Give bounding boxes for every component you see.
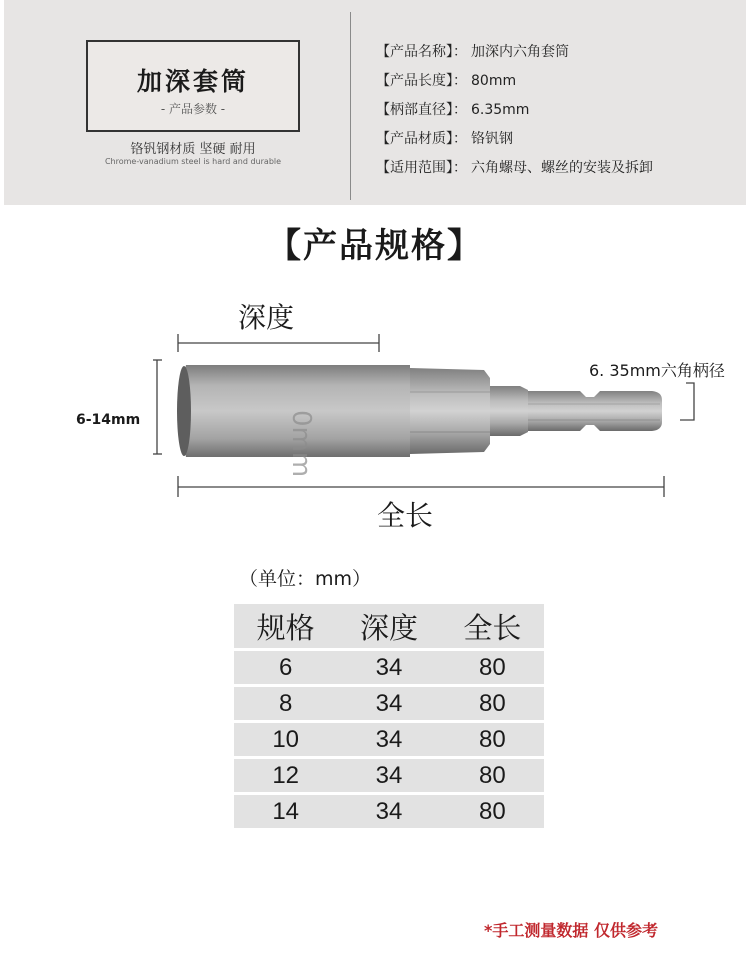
- table-cell: 14: [234, 795, 337, 828]
- table-row: [234, 795, 544, 828]
- table-cell: 80: [441, 759, 544, 792]
- shank-dimension: [680, 383, 694, 420]
- table-cell: 80: [441, 723, 544, 756]
- table-cell: 34: [337, 651, 440, 684]
- table-row: [234, 759, 544, 792]
- spec-row-shank: [376, 96, 653, 125]
- spec-list: [376, 38, 653, 183]
- spec-value: 80mm: [471, 73, 517, 89]
- table-row: [234, 651, 544, 684]
- table-cell: 10: [234, 723, 337, 756]
- shank-label: 6. 35mm六角柄径: [589, 361, 725, 380]
- table-cell: 6: [234, 651, 337, 684]
- diameter-label: 6-14mm: [76, 412, 141, 428]
- table-cell: 12: [234, 759, 337, 792]
- banner-divider: [350, 12, 351, 200]
- spec-row-material: [376, 125, 653, 154]
- spec-row-length: [376, 67, 653, 96]
- socket-diagram: [0, 290, 750, 510]
- socket-bit-image: [177, 365, 662, 477]
- table-cell: 34: [337, 687, 440, 720]
- column-header: 深度: [337, 604, 440, 648]
- spec-value: 6.35mm: [471, 102, 530, 118]
- section-title: 【产品规格】: [267, 226, 483, 266]
- spec-value: 六角螺母、螺丝的安装及拆卸: [471, 160, 653, 176]
- table-row: [234, 723, 544, 756]
- spec-label: 【柄部直径】：: [376, 102, 467, 118]
- table-cell: 80: [441, 795, 544, 828]
- unit-label: （单位：mm）: [239, 568, 372, 590]
- depth-dimension: [178, 334, 379, 352]
- table-cell: 8: [234, 687, 337, 720]
- spec-value: 加深内六角套筒: [471, 44, 569, 60]
- spec-row-usage: [376, 154, 653, 183]
- table-cell: 34: [337, 759, 440, 792]
- banner-title: 加深套筒: [136, 67, 249, 96]
- column-header: 全长: [441, 604, 544, 648]
- table-row: [234, 687, 544, 720]
- banner-subtitle: - 产品参数 -: [160, 102, 226, 116]
- banner-tagline-en: Chrome-vanadium steel is hard and durable: [104, 157, 282, 166]
- table-cell: 80: [441, 651, 544, 684]
- spec-table: [234, 601, 544, 831]
- length-label: 全长: [377, 499, 434, 532]
- spec-label: 【产品长度】：: [376, 73, 467, 89]
- spec-label: 【产品材质】：: [376, 131, 467, 147]
- table-cell: 80: [441, 687, 544, 720]
- svg-text:0mm: 0mm: [286, 410, 316, 478]
- table-cell: 34: [337, 723, 440, 756]
- table-header-row: [234, 604, 544, 648]
- diameter-dimension: [153, 360, 162, 454]
- depth-label: 深度: [238, 301, 295, 334]
- banner-tagline: 铬钒钢材质 坚硬 耐用: [130, 142, 256, 157]
- spec-label: 【适用范围】：: [376, 160, 467, 176]
- column-header: 规格: [234, 604, 337, 648]
- spec-row-name: [376, 38, 653, 67]
- footnote: *手工测量数据 仅供参考: [484, 921, 658, 940]
- spec-value: 铬钒钢: [471, 131, 513, 147]
- title-box: [86, 40, 300, 132]
- table-cell: 34: [337, 795, 440, 828]
- spec-label: 【产品名称】：: [376, 44, 467, 60]
